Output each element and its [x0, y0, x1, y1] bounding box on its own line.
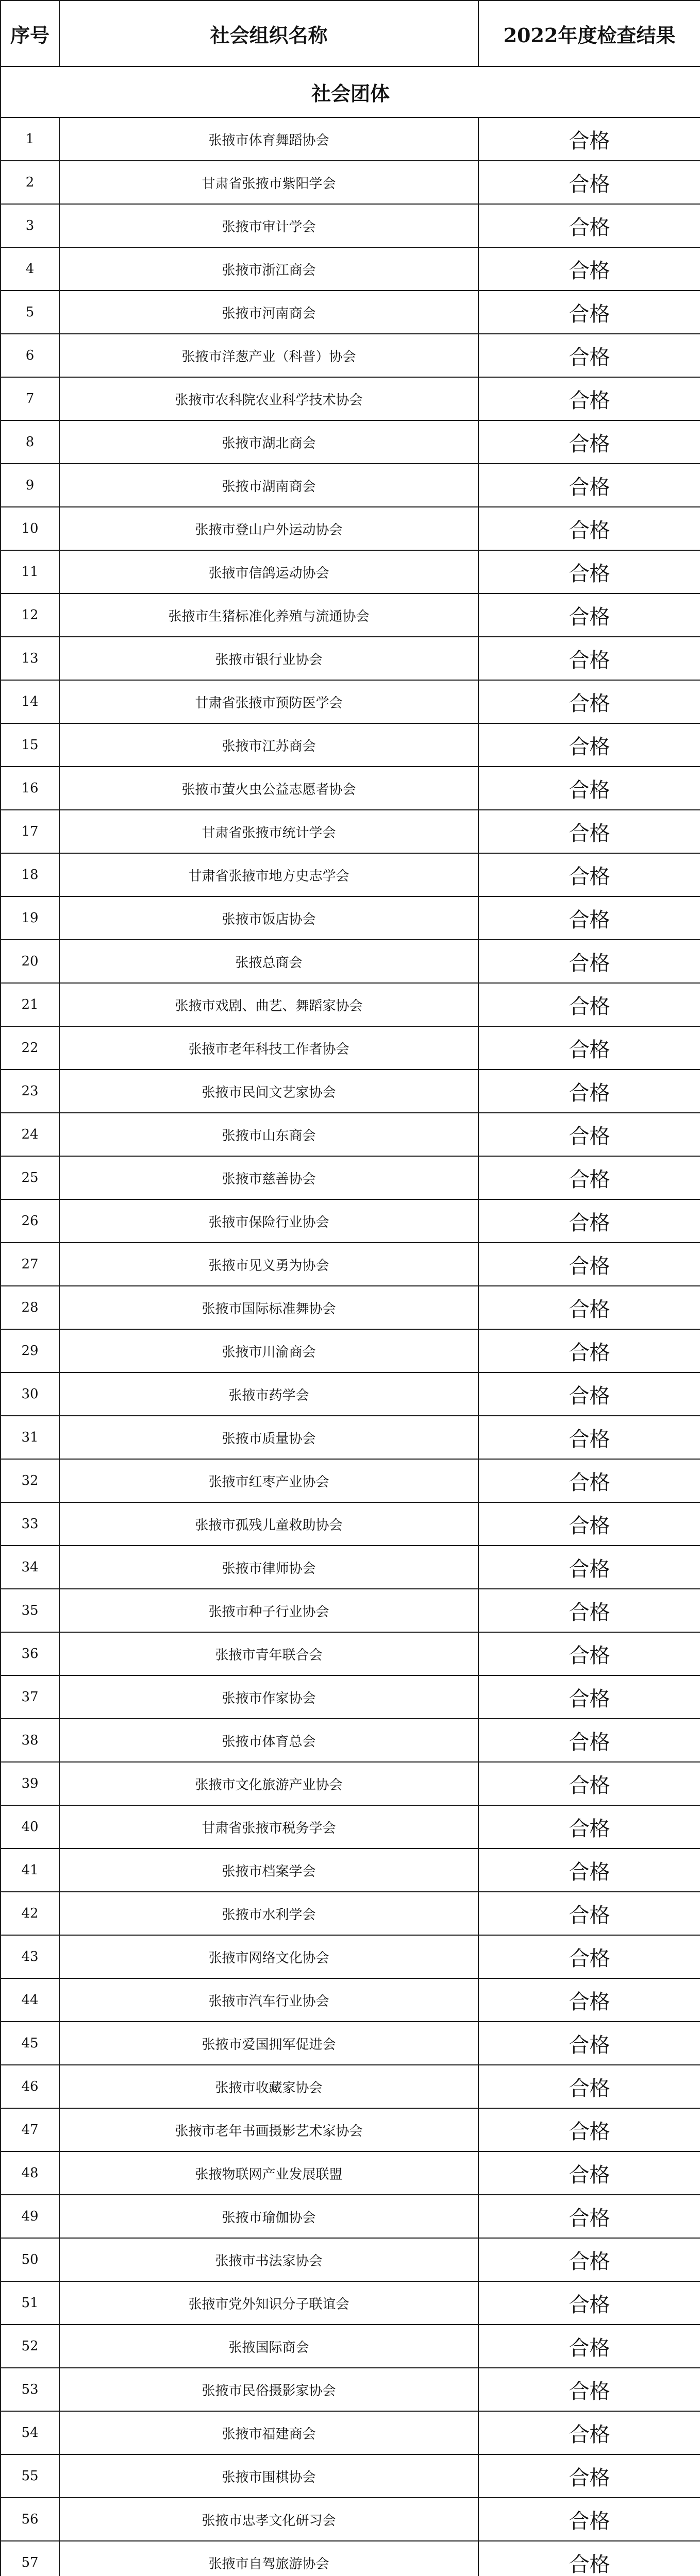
row-result: 合格	[478, 940, 700, 983]
row-index: 10	[1, 507, 59, 550]
table-row	[1, 637, 700, 680]
table-row	[1, 2541, 700, 2576]
table-row	[1, 1849, 700, 1892]
row-org-name: 张掖市河南商会	[59, 291, 478, 334]
row-index: 52	[1, 2325, 59, 2368]
row-result: 合格	[478, 896, 700, 940]
header-result: 2022年度检查结果	[478, 1, 700, 66]
row-org-name: 张掖市保险行业协会	[59, 1199, 478, 1243]
row-org-name: 张掖市农科院农业科学技术协会	[59, 377, 478, 420]
row-org-name: 张掖市红枣产业协会	[59, 1459, 478, 1502]
row-index: 9	[1, 464, 59, 507]
row-org-name: 张掖市生猪标准化养殖与流通协会	[59, 594, 478, 637]
row-index: 47	[1, 2108, 59, 2151]
row-index: 53	[1, 2368, 59, 2411]
row-result: 合格	[478, 507, 700, 550]
row-result: 合格	[478, 637, 700, 680]
row-result: 合格	[478, 2108, 700, 2151]
row-org-name: 张掖市戏剧、曲艺、舞蹈家协会	[59, 983, 478, 1026]
row-result: 合格	[478, 1156, 700, 1199]
row-org-name: 张掖总商会	[59, 940, 478, 983]
row-result: 合格	[478, 853, 700, 896]
row-org-name: 张掖市药学会	[59, 1372, 478, 1416]
row-index: 8	[1, 420, 59, 464]
table-row	[1, 2065, 700, 2108]
row-index: 21	[1, 983, 59, 1026]
row-result: 合格	[478, 2411, 700, 2454]
row-org-name: 张掖市见义勇为协会	[59, 1243, 478, 1286]
row-org-name: 张掖市登山户外运动协会	[59, 507, 478, 550]
row-org-name: 张掖市体育总会	[59, 1719, 478, 1762]
table-row	[1, 723, 700, 767]
row-result: 合格	[478, 1070, 700, 1113]
row-org-name: 张掖物联网产业发展联盟	[59, 2151, 478, 2195]
row-index: 37	[1, 1675, 59, 1719]
row-result: 合格	[478, 1935, 700, 1978]
row-org-name: 张掖市信鸽运动协会	[59, 550, 478, 594]
row-index: 44	[1, 1978, 59, 2022]
row-org-name: 张掖市围棋协会	[59, 2454, 478, 2498]
row-org-name: 张掖市民间文艺家协会	[59, 1070, 478, 1113]
table-row	[1, 1805, 700, 1849]
table-row	[1, 1502, 700, 1546]
row-index: 30	[1, 1372, 59, 1416]
row-result: 合格	[478, 117, 700, 161]
table-row	[1, 1372, 700, 1416]
row-result: 合格	[478, 1892, 700, 1935]
row-result: 合格	[478, 1459, 700, 1502]
row-org-name: 张掖市自驾旅游协会	[59, 2541, 478, 2576]
row-result: 合格	[478, 2065, 700, 2108]
row-index: 49	[1, 2195, 59, 2238]
table-row	[1, 594, 700, 637]
row-result: 合格	[478, 291, 700, 334]
row-index: 57	[1, 2541, 59, 2576]
row-org-name: 张掖市川渝商会	[59, 1329, 478, 1372]
row-index: 45	[1, 2022, 59, 2065]
table-row	[1, 983, 700, 1026]
row-result: 合格	[478, 1026, 700, 1070]
row-org-name: 张掖市爱国拥军促进会	[59, 2022, 478, 2065]
row-result: 合格	[478, 810, 700, 853]
row-org-name: 张掖市孤残儿童救助协会	[59, 1502, 478, 1546]
row-index: 20	[1, 940, 59, 983]
table-row	[1, 204, 700, 247]
table-row	[1, 1113, 700, 1156]
table-row	[1, 1546, 700, 1589]
row-org-name: 张掖市网络文化协会	[59, 1935, 478, 1978]
table-row	[1, 1589, 700, 1632]
row-org-name: 张掖市党外知识分子联谊会	[59, 2281, 478, 2325]
row-org-name: 张掖市瑜伽协会	[59, 2195, 478, 2238]
table-row	[1, 1070, 700, 1113]
row-result: 合格	[478, 1805, 700, 1849]
row-org-name: 甘肃省张掖市地方史志学会	[59, 853, 478, 896]
row-org-name: 张掖市档案学会	[59, 1849, 478, 1892]
table-row	[1, 1243, 700, 1286]
row-org-name: 张掖市作家协会	[59, 1675, 478, 1719]
row-result: 合格	[478, 1849, 700, 1892]
row-result: 合格	[478, 550, 700, 594]
row-org-name: 张掖市山东商会	[59, 1113, 478, 1156]
row-org-name: 张掖市收藏家协会	[59, 2065, 478, 2108]
table-row	[1, 1978, 700, 2022]
table-row	[1, 464, 700, 507]
row-index: 15	[1, 723, 59, 767]
row-index: 18	[1, 853, 59, 896]
table-row	[1, 1199, 700, 1243]
section-title: 社会团体	[1, 66, 700, 117]
row-index: 29	[1, 1329, 59, 1372]
table-row	[1, 161, 700, 204]
row-result: 合格	[478, 204, 700, 247]
row-index: 6	[1, 334, 59, 377]
table-row	[1, 2411, 700, 2454]
table-row	[1, 1286, 700, 1329]
header-row	[1, 1, 700, 66]
row-index: 12	[1, 594, 59, 637]
row-index: 33	[1, 1502, 59, 1546]
row-index: 4	[1, 247, 59, 291]
row-org-name: 张掖市国际标准舞协会	[59, 1286, 478, 1329]
table-row	[1, 853, 700, 896]
row-index: 13	[1, 637, 59, 680]
row-org-name: 张掖市种子行业协会	[59, 1589, 478, 1632]
row-org-name: 张掖市汽车行业协会	[59, 1978, 478, 2022]
row-index: 36	[1, 1632, 59, 1675]
table-row	[1, 420, 700, 464]
row-result: 合格	[478, 1199, 700, 1243]
row-result: 合格	[478, 594, 700, 637]
table-row	[1, 507, 700, 550]
row-org-name: 张掖市老年书画摄影艺术家协会	[59, 2108, 478, 2151]
row-result: 合格	[478, 1372, 700, 1416]
row-result: 合格	[478, 723, 700, 767]
table-row	[1, 2108, 700, 2151]
row-index: 32	[1, 1459, 59, 1502]
row-result: 合格	[478, 1978, 700, 2022]
row-index: 56	[1, 2498, 59, 2541]
row-org-name: 张掖市湖南商会	[59, 464, 478, 507]
row-index: 55	[1, 2454, 59, 2498]
row-result: 合格	[478, 2541, 700, 2576]
row-index: 19	[1, 896, 59, 940]
table-row	[1, 2325, 700, 2368]
table-row	[1, 767, 700, 810]
table-row	[1, 1719, 700, 1762]
table-row	[1, 291, 700, 334]
section-row	[1, 66, 700, 117]
row-org-name: 张掖市忠孝文化研习会	[59, 2498, 478, 2541]
table-row	[1, 940, 700, 983]
row-org-name: 张掖市萤火虫公益志愿者协会	[59, 767, 478, 810]
row-index: 16	[1, 767, 59, 810]
row-result: 合格	[478, 1632, 700, 1675]
row-index: 54	[1, 2411, 59, 2454]
header-name: 社会组织名称	[59, 1, 478, 66]
row-result: 合格	[478, 2498, 700, 2541]
table-row	[1, 1156, 700, 1199]
row-index: 40	[1, 1805, 59, 1849]
row-result: 合格	[478, 1762, 700, 1805]
row-index: 22	[1, 1026, 59, 1070]
header-index: 序号	[1, 1, 59, 66]
row-org-name: 张掖市洋葱产业（科普）协会	[59, 334, 478, 377]
row-index: 31	[1, 1416, 59, 1459]
row-org-name: 张掖市老年科技工作者协会	[59, 1026, 478, 1070]
row-org-name: 张掖市文化旅游产业协会	[59, 1762, 478, 1805]
table-row	[1, 1935, 700, 1978]
row-index: 23	[1, 1070, 59, 1113]
row-org-name: 张掖市湖北商会	[59, 420, 478, 464]
row-org-name: 张掖国际商会	[59, 2325, 478, 2368]
row-org-name: 张掖市质量协会	[59, 1416, 478, 1459]
row-org-name: 张掖市审计学会	[59, 204, 478, 247]
row-index: 7	[1, 377, 59, 420]
table-row	[1, 1632, 700, 1675]
row-result: 合格	[478, 1416, 700, 1459]
row-index: 14	[1, 680, 59, 723]
table-row	[1, 377, 700, 420]
row-index: 43	[1, 1935, 59, 1978]
row-index: 5	[1, 291, 59, 334]
row-result: 合格	[478, 2454, 700, 2498]
table-row	[1, 2368, 700, 2411]
row-index: 38	[1, 1719, 59, 1762]
row-index: 2	[1, 161, 59, 204]
row-result: 合格	[478, 420, 700, 464]
row-result: 合格	[478, 1243, 700, 1286]
table-row	[1, 1892, 700, 1935]
row-org-name: 张掖市慈善协会	[59, 1156, 478, 1199]
row-org-name: 甘肃省张掖市税务学会	[59, 1805, 478, 1849]
row-index: 17	[1, 810, 59, 853]
row-result: 合格	[478, 1329, 700, 1372]
row-index: 46	[1, 2065, 59, 2108]
row-org-name: 张掖市福建商会	[59, 2411, 478, 2454]
row-org-name: 张掖市江苏商会	[59, 723, 478, 767]
row-index: 34	[1, 1546, 59, 1589]
row-result: 合格	[478, 680, 700, 723]
table-row	[1, 2454, 700, 2498]
row-result: 合格	[478, 334, 700, 377]
row-index: 41	[1, 1849, 59, 1892]
row-result: 合格	[478, 1719, 700, 1762]
row-result: 合格	[478, 2022, 700, 2065]
table-row	[1, 680, 700, 723]
row-index: 25	[1, 1156, 59, 1199]
row-result: 合格	[478, 1502, 700, 1546]
row-index: 39	[1, 1762, 59, 1805]
row-index: 50	[1, 2238, 59, 2281]
table-row	[1, 117, 700, 161]
table-row	[1, 334, 700, 377]
row-result: 合格	[478, 2368, 700, 2411]
row-index: 11	[1, 550, 59, 594]
row-index: 28	[1, 1286, 59, 1329]
table-row	[1, 2022, 700, 2065]
table-row	[1, 2238, 700, 2281]
row-org-name: 张掖市水利学会	[59, 1892, 478, 1935]
row-index: 24	[1, 1113, 59, 1156]
table-row	[1, 1675, 700, 1719]
row-result: 合格	[478, 1546, 700, 1589]
row-index: 35	[1, 1589, 59, 1632]
row-org-name: 张掖市律师协会	[59, 1546, 478, 1589]
row-result: 合格	[478, 767, 700, 810]
row-result: 合格	[478, 377, 700, 420]
row-org-name: 张掖市书法家协会	[59, 2238, 478, 2281]
row-org-name: 张掖市青年联合会	[59, 1632, 478, 1675]
row-result: 合格	[478, 1589, 700, 1632]
row-result: 合格	[478, 1675, 700, 1719]
table-row	[1, 2151, 700, 2195]
table-row	[1, 2498, 700, 2541]
row-result: 合格	[478, 464, 700, 507]
row-org-name: 甘肃省张掖市预防医学会	[59, 680, 478, 723]
table-row	[1, 247, 700, 291]
row-result: 合格	[478, 2151, 700, 2195]
row-index: 42	[1, 1892, 59, 1935]
row-result: 合格	[478, 983, 700, 1026]
row-org-name: 甘肃省张掖市统计学会	[59, 810, 478, 853]
table-row	[1, 1329, 700, 1372]
row-org-name: 张掖市民俗摄影家协会	[59, 2368, 478, 2411]
row-org-name: 张掖市饭店协会	[59, 896, 478, 940]
row-result: 合格	[478, 1286, 700, 1329]
row-index: 1	[1, 117, 59, 161]
table-row	[1, 1416, 700, 1459]
row-result: 合格	[478, 2325, 700, 2368]
table-row	[1, 1762, 700, 1805]
row-index: 51	[1, 2281, 59, 2325]
row-org-name: 张掖市银行业协会	[59, 637, 478, 680]
table-row	[1, 1026, 700, 1070]
table-row	[1, 2195, 700, 2238]
table-row	[1, 896, 700, 940]
row-org-name: 张掖市体育舞蹈协会	[59, 117, 478, 161]
table-row	[1, 550, 700, 594]
row-result: 合格	[478, 1113, 700, 1156]
row-org-name: 张掖市浙江商会	[59, 247, 478, 291]
table-row	[1, 810, 700, 853]
row-result: 合格	[478, 2238, 700, 2281]
row-result: 合格	[478, 2195, 700, 2238]
row-index: 27	[1, 1243, 59, 1286]
row-result: 合格	[478, 2281, 700, 2325]
row-index: 3	[1, 204, 59, 247]
table-row	[1, 1459, 700, 1502]
row-index: 26	[1, 1199, 59, 1243]
row-org-name: 甘肃省张掖市紫阳学会	[59, 161, 478, 204]
table-row	[1, 2281, 700, 2325]
row-result: 合格	[478, 161, 700, 204]
row-index: 48	[1, 2151, 59, 2195]
row-result: 合格	[478, 247, 700, 291]
